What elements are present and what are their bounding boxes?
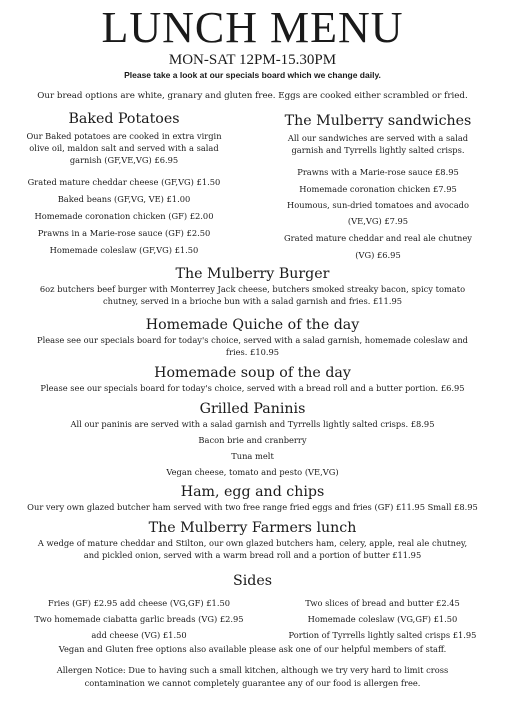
sandwiches-list [258, 164, 498, 264]
vegan-note: Vegan and Gluten free options also available please ask one of our helpful members of staff. [58, 644, 447, 654]
list-item: Prawns with a Marie-rose sauce £8.95 [297, 167, 459, 177]
list-item: Homemade coronation chicken (GF) £2.00 [34, 211, 214, 221]
farmers-section [0, 519, 505, 561]
quiche-section [0, 316, 505, 358]
baked-potatoes-title: Baked Potatoes [68, 111, 180, 127]
baked-potatoes-desc: Our Baked potatoes are cooked in extra virgin olive oil, maldon salt and served with a salad garnish (GF,VE,VG) £6.95 [26, 131, 222, 165]
list-item: Portion of Tyrrells lightly salted crisps £1.95 [288, 630, 477, 640]
quiche-desc: Please see our specials board for today's choice, served with a salad garnish, homemade coleslaw and fries. £10.95 [37, 335, 468, 357]
farmers-desc: A wedge of mature cheddar and Stilton, our own glazed butchers ham, celery, apple, real ale chutney, and pickled onion, served with a warm bread roll and a portion of butter £11.95 [37, 538, 468, 560]
menu-title: LUNCH MENU [101, 3, 404, 52]
sandwiches-desc: All our sandwiches are served with a salad garnish and Tyrrells lightly salted crisps. [287, 133, 469, 155]
sides-left-list [14, 595, 264, 643]
sides-right-list [270, 595, 495, 643]
panini-item-tuna: Tuna melt [231, 451, 274, 461]
list-item: add cheese (VG) £1.50 [91, 630, 187, 640]
list-item: Grated mature cheddar and real ale chutney [284, 233, 472, 243]
list-item: (VG) £6.95 [355, 250, 401, 260]
sides-title: Sides [232, 573, 272, 589]
sides-section [0, 572, 505, 590]
sandwiches-title: The Mulberry sandwiches [284, 113, 472, 129]
soup-title: Homemade soup of the day [154, 365, 351, 381]
baked-potatoes-list [0, 174, 248, 259]
bread-note: Our bread options are white, granary and gluten free. Eggs are cooked either scrambled or fried. [37, 91, 468, 101]
list-item: Houmous, sun-dried tomatoes and avocado [287, 200, 469, 210]
paninis-section [0, 400, 505, 480]
burger-title: The Mulberry Burger [175, 266, 330, 282]
list-item: Homemade coleslaw (GF,VG) £1.50 [49, 245, 199, 255]
list-item: Baked beans (GF,VG, VE) £1.00 [57, 194, 191, 204]
paninis-desc: All our paninis are served with a salad garnish and Tyrrells lightly salted crisps. £8.95 [70, 419, 435, 429]
baked-potatoes-section [0, 110, 248, 259]
list-item: Two slices of bread and butter £2.45 [305, 598, 460, 608]
list-item: Two homemade ciabatta garlic breads (VG) £2.95 [34, 614, 244, 624]
sandwiches-section [258, 112, 498, 264]
ham-egg-section [0, 483, 505, 513]
list-item: Fries (GF) £2.95 add cheese (VG,GF) £1.50 [47, 598, 231, 608]
list-item: Grated mature cheddar cheese (GF,VG) £1.50 [27, 177, 221, 187]
list-item: Prawns in a Marie-rose sauce (GF) £2.50 [37, 228, 211, 238]
panini-item-bacon: Bacon brie and cranberry [198, 435, 307, 445]
paninis-title: Grilled Paninis [199, 401, 306, 417]
ham-egg-title: Ham, egg and chips [180, 484, 325, 500]
soup-section [0, 364, 505, 394]
allergen-notice: Allergen Notice: Due to having such a small kitchen, although we try very hard to limit cross contamination we cannot completely guarantee any of our food is allergen free. [56, 665, 449, 688]
soup-desc: Please see our specials board for today's choice, served with a bread roll and a butter portion. £6.95 [40, 383, 465, 393]
ham-egg-desc: Our very own glazed butcher ham served with two free range fried eggs and fries (GF) £11.95 Small £8.95 [27, 502, 478, 512]
list-item: (VE,VG) £7.95 [347, 216, 409, 226]
opening-hours: MON-SAT 12PM-15.30PM [168, 52, 337, 68]
farmers-title: The Mulberry Farmers lunch [148, 520, 357, 536]
quiche-title: Homemade Quiche of the day [145, 317, 360, 333]
burger-desc: 6oz butchers beef burger with Monterrey Jack cheese, butchers smoked streaky bacon, spicy tomato chutney, served in a brioche bun with a salad garnish and fries. £11.95 [39, 284, 466, 306]
panini-item-vegan: Vegan cheese, tomato and pesto (VE,VG) [166, 467, 339, 477]
burger-section [0, 265, 505, 307]
specials-note: Please take a look at our specials board which we change daily. [124, 70, 381, 80]
list-item: Homemade coleslaw (VG,GF) £1.50 [307, 614, 458, 624]
list-item: Homemade coronation chicken £7.95 [299, 184, 457, 194]
